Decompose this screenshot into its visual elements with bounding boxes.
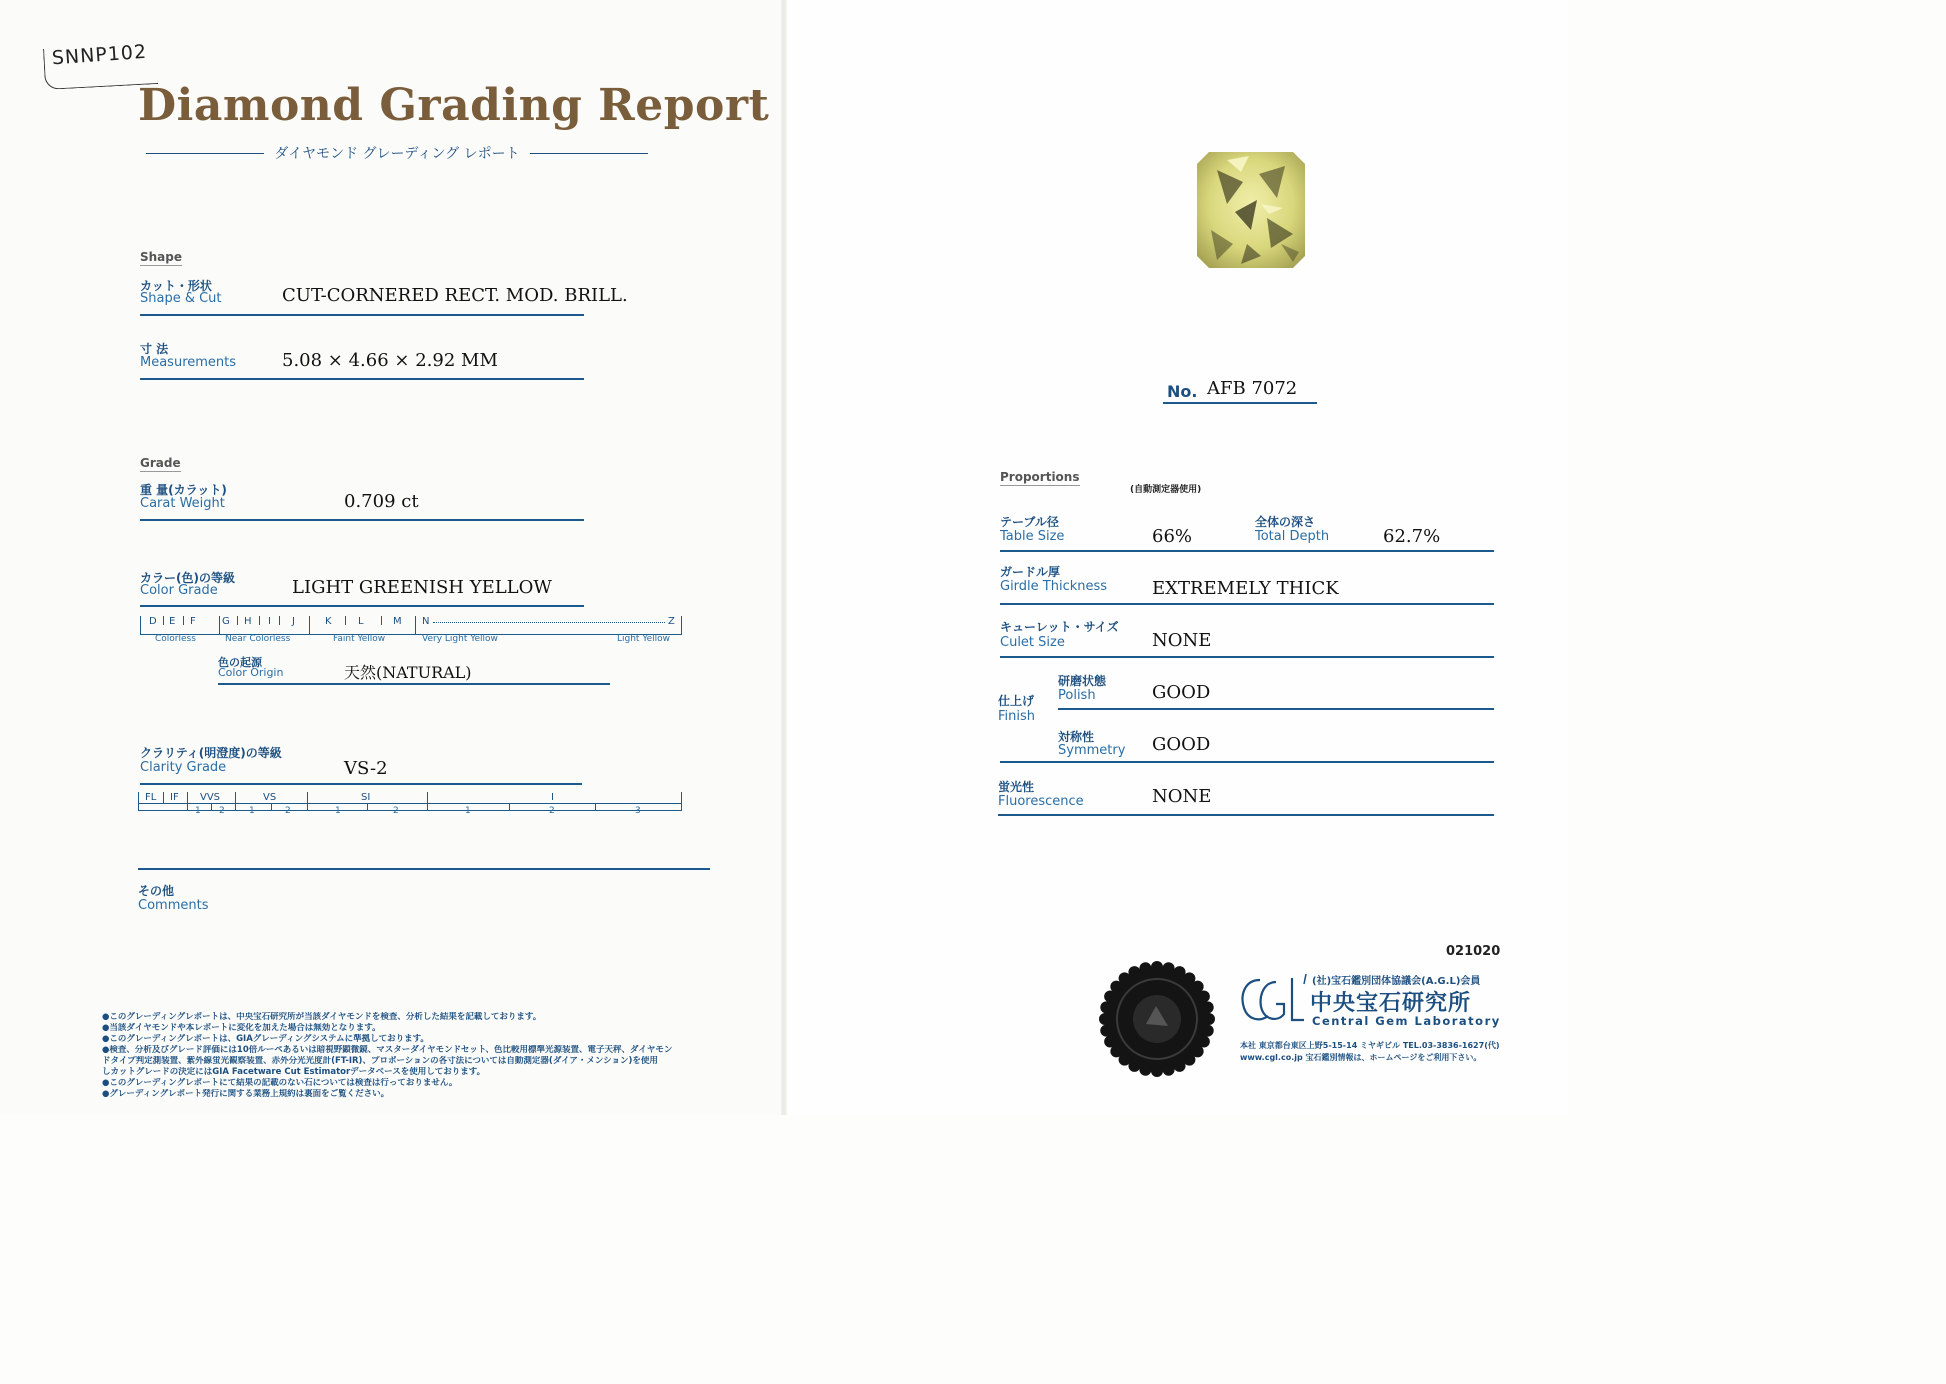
- shape-heading: Shape: [140, 250, 183, 264]
- symmetry-label: Symmetry: [1058, 743, 1126, 758]
- color-rule: [140, 605, 584, 607]
- origin-value: 天然(NATURAL): [344, 663, 472, 682]
- note-line: ●このグレーディングレポートは、GIAグレーディングシステムに準拠しております。: [102, 1034, 429, 1044]
- color-group-label: Near Colorless: [225, 634, 291, 644]
- center-fold: [781, 0, 787, 1115]
- color-scale-letter: G: [222, 616, 230, 627]
- clarity-number: 2: [219, 806, 225, 816]
- finish-label-jp: 仕上げ: [998, 694, 1035, 708]
- comments-label-jp: その他: [138, 884, 175, 898]
- color-group-label: Very Light Yellow: [422, 634, 498, 644]
- symmetry-label-jp: 対称性: [1058, 730, 1095, 744]
- origin-label: Color Origin: [218, 666, 284, 679]
- fluorescence-value: NONE: [1152, 786, 1212, 807]
- clarity-label-jp: クラリティ(明澄度)の等級: [140, 746, 282, 760]
- carat-rule: [140, 519, 584, 521]
- report-no-rule: [1163, 402, 1317, 404]
- table-label-jp: テーブル径: [1000, 515, 1059, 529]
- clarity-number: 1: [249, 806, 255, 816]
- diamond-photo: [1197, 152, 1305, 268]
- clarity-number: 2: [549, 806, 555, 816]
- shape-cut-value: CUT-CORNERED RECT. MOD. BRILL.: [282, 285, 628, 306]
- color-scale-letter: E: [169, 616, 176, 627]
- color-scale-letter: D: [149, 616, 157, 627]
- color-group-label: Faint Yellow: [333, 634, 386, 644]
- girdle-label-jp: ガードル厚: [1000, 565, 1061, 579]
- note-line: ドタイプ判定測装置、紫外線蛍光観察装置、赤外分光光度計(FT-IR)、プロポーションの各寸法については自動測定器(ダイア・メンション)を使用: [102, 1056, 658, 1066]
- table-value: 66%: [1152, 526, 1193, 547]
- note-line: ●当該ダイヤモンドや本レポートに変化を加えた場合は無効となります。: [102, 1023, 381, 1033]
- color-scale-letter: N: [422, 616, 430, 627]
- color-scale-letter: Z: [668, 616, 675, 627]
- disclaimer-notes: [102, 1012, 722, 1100]
- fluorescence-label: Fluorescence: [998, 794, 1084, 809]
- shape-cut-label-jp: カット・形状: [140, 279, 212, 293]
- carat-value: 0.709 ct: [344, 491, 419, 512]
- note-line: ●検査、分析及びグレード評価には10倍ルーペあるいは暗視野顕微鏡、マスターダイヤモンドセット、色比較用標準光源装置、電子天秤、ダイヤモン: [102, 1045, 673, 1055]
- lab-name-jp: 中央宝石研究所: [1310, 991, 1472, 1016]
- report-title: Diamond Grading Report: [138, 80, 770, 131]
- comments-label: Comments: [138, 898, 209, 913]
- shape-cut-label: Shape & Cut: [140, 291, 222, 306]
- color-scale-letter: M: [393, 616, 402, 627]
- girdle-rule: [1000, 603, 1494, 605]
- association-text: (社)宝石鑑別団体協議会(A.G.L)会員: [1312, 976, 1481, 987]
- polish-label-jp: 研磨状態: [1058, 674, 1107, 688]
- color-scale-letter: I: [268, 616, 271, 627]
- origin-rule: [218, 683, 610, 685]
- symmetry-value: GOOD: [1152, 734, 1211, 755]
- clarity-group: SI: [361, 792, 371, 803]
- clarity-group: FL: [145, 792, 157, 803]
- color-value: LIGHT GREENISH YELLOW: [292, 577, 552, 598]
- color-scale-letter: F: [190, 616, 196, 627]
- clarity-group: VS: [263, 792, 277, 803]
- clarity-number: 1: [335, 806, 341, 816]
- girdle-label: Girdle Thickness: [1000, 579, 1108, 594]
- lab-name-en: Central Gem Laboratory: [1312, 1014, 1501, 1028]
- address-line: 本社 東京都台東区上野5-15-14 ミヤギビル TEL.03-3836-1627(代): [1240, 1041, 1500, 1050]
- report-no-value: AFB 7072: [1207, 378, 1298, 399]
- color-scale-letter: H: [244, 616, 252, 627]
- color-group-label: Light Yellow: [617, 634, 671, 644]
- color-scale-letter: J: [292, 616, 295, 627]
- culet-rule: [1000, 656, 1494, 658]
- clarity-group: IF: [170, 792, 179, 803]
- clarity-number: 2: [285, 806, 291, 816]
- carat-label: Carat Weight: [140, 496, 225, 511]
- note-line: ●このグレーディングレポートは、中央宝石研究所が当該ダイヤモンドを検査、分析した結果を記載しております。: [102, 1012, 542, 1022]
- comments-top-rule: [138, 868, 710, 870]
- clarity-number: 3: [635, 806, 641, 816]
- color-scale: [140, 616, 682, 644]
- carat-label-jp: 重 量(カラット): [140, 483, 227, 497]
- handwritten-code: SNNP102: [51, 40, 148, 70]
- note-line: しカットグレードの決定にはGIA Facetware Cut Estimatorデータベースを使用しております。: [102, 1067, 486, 1077]
- clarity-scale: [138, 792, 682, 816]
- symmetry-rule: [1000, 761, 1494, 763]
- document-code: 021020: [1446, 944, 1501, 959]
- fluorescence-label-jp: 蛍光性: [998, 780, 1035, 794]
- measurements-label-jp: 寸 法: [140, 342, 169, 356]
- clarity-rule: [140, 783, 582, 785]
- clarity-number: 2: [393, 806, 399, 816]
- color-scale-letter: K: [325, 616, 332, 627]
- culet-label-jp: キューレット・サイズ: [1000, 620, 1119, 634]
- girdle-value: EXTREMELY THICK: [1152, 578, 1339, 599]
- table-label: Table Size: [1000, 529, 1065, 544]
- depth-label: Total Depth: [1255, 529, 1330, 544]
- report-subtitle: ダイヤモンド グレーディング レポート: [146, 143, 648, 163]
- color-scale-letter: L: [358, 616, 364, 627]
- web-line: www.cgl.co.jp 宝石鑑別情報は、ホームページをご利用下さい。: [1240, 1053, 1482, 1062]
- shape-cut-rule: [140, 314, 584, 316]
- lab-address: [1240, 1040, 1500, 1064]
- proportions-note: (自動測定器使用): [1130, 485, 1202, 495]
- clarity-label: Clarity Grade: [140, 760, 227, 775]
- color-label-jp: カラー(色)の等級: [140, 571, 235, 585]
- left-page: [0, 0, 784, 1115]
- measurements-rule: [140, 378, 584, 380]
- note-line: ●このグレーディングレポートにて結果の記載のない石については検査は行っておりません。: [102, 1078, 458, 1088]
- depth-value: 62.7%: [1383, 526, 1441, 547]
- measurements-value: 5.08 × 4.66 × 2.92 MM: [282, 350, 498, 371]
- color-group-label: Colorless: [155, 634, 196, 644]
- table-rule: [1000, 550, 1494, 552]
- color-label: Color Grade: [140, 583, 218, 598]
- clarity-number: 1: [195, 806, 201, 816]
- culet-label: Culet Size: [1000, 635, 1065, 650]
- culet-value: NONE: [1152, 630, 1212, 651]
- fluorescence-rule: [998, 814, 1494, 816]
- clarity-value: VS-2: [344, 758, 388, 779]
- note-line: ●グレーディングレポート発行に関する業務上規約は裏面をご覧ください。: [102, 1089, 390, 1099]
- clarity-number: 1: [465, 806, 471, 816]
- report-no-label: No.: [1167, 382, 1198, 401]
- clarity-group: I: [551, 792, 554, 803]
- polish-value: GOOD: [1152, 682, 1211, 703]
- measurements-label: Measurements: [140, 355, 237, 370]
- grade-heading: Grade: [140, 456, 181, 470]
- polish-rule: [1058, 708, 1494, 710]
- polish-label: Polish: [1058, 688, 1096, 703]
- clarity-group: VVS: [200, 792, 221, 803]
- depth-label-jp: 全体の深さ: [1255, 515, 1316, 529]
- embossed-seal: [1098, 960, 1216, 1078]
- origin-label-jp: 色の起源: [218, 656, 262, 669]
- proportions-heading: Proportions: [1000, 470, 1080, 484]
- finish-label: Finish: [998, 709, 1036, 724]
